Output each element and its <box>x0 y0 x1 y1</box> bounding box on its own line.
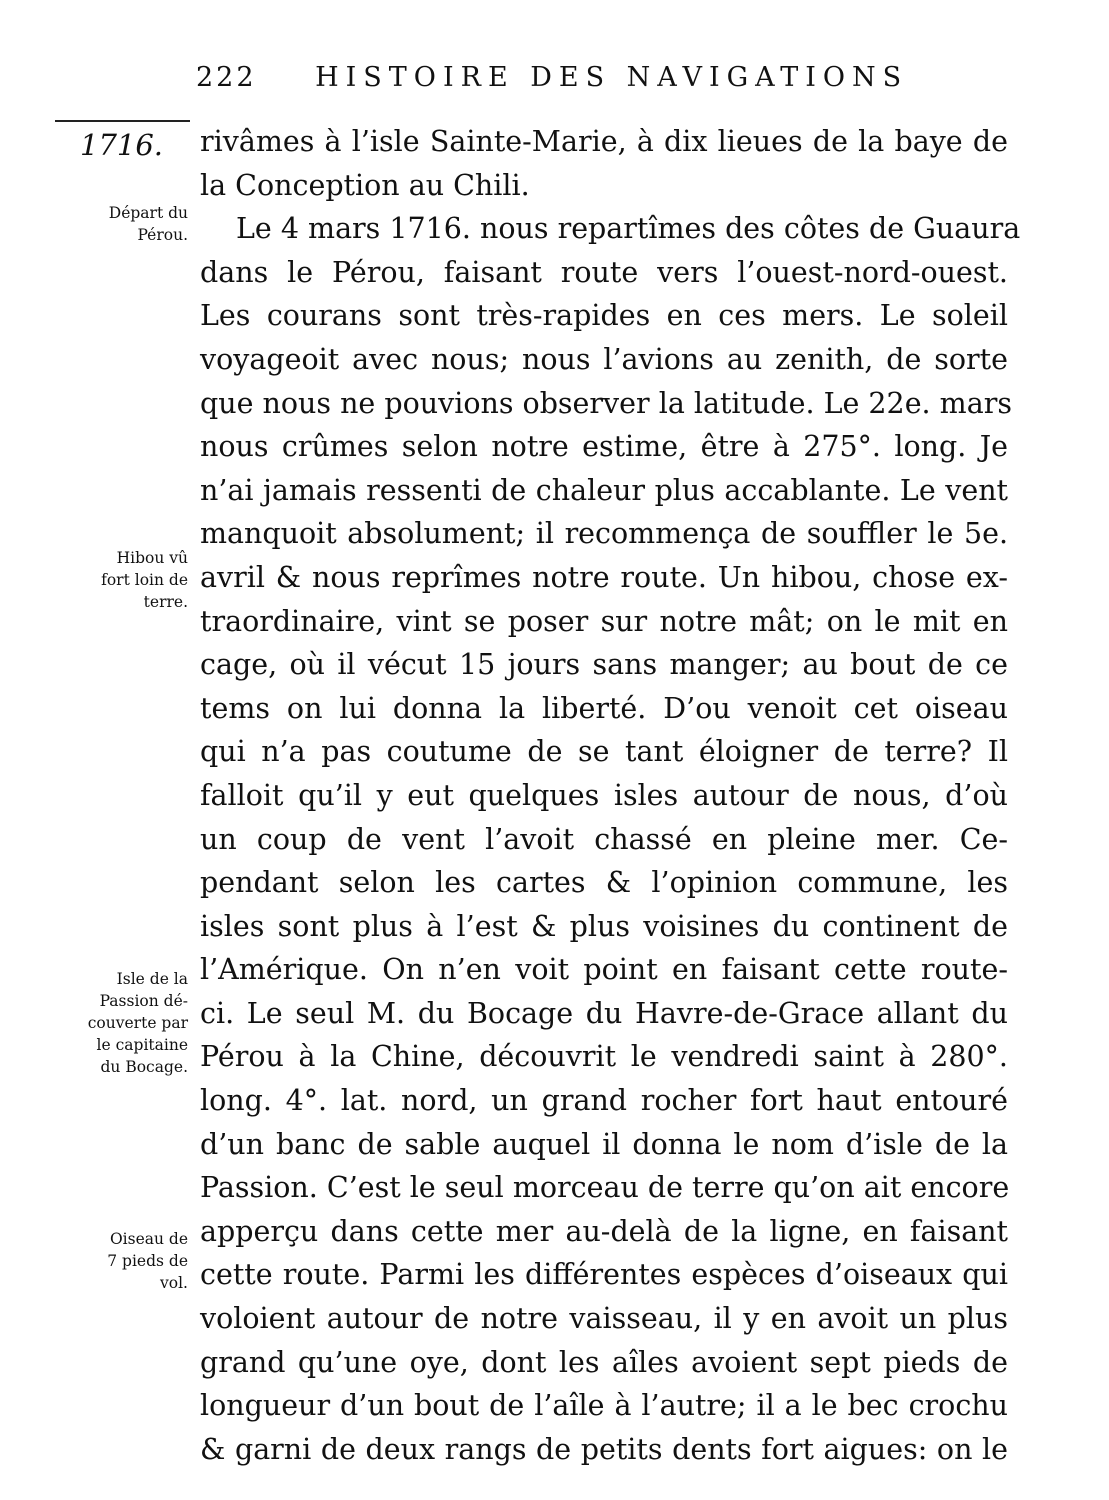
margin-note-line: Isle de la <box>116 970 188 988</box>
margin-note-line: vol. <box>160 1274 188 1292</box>
text-line: & garni de deux rangs de petits dents fort aigues: on le <box>200 1432 1008 1466</box>
margin-note-hibou <box>52 547 188 613</box>
margin-note-line: couverte par <box>87 1014 188 1032</box>
text-line: rivâmes à l’isle Sainte-Marie, à dix lieues de la baye de <box>200 125 1008 158</box>
text-line: traordinaire, vint se poser sur notre mât; on le mit en <box>200 604 1008 638</box>
text-line: nous crûmes selon notre estime, être à 275°. long. Je <box>200 430 1008 464</box>
text-line: qui n’a pas coutume de se tant éloigner de terre? Il <box>200 735 1008 769</box>
text-line: longueur d’un bout de l’aîle à l’autre; il a le bec crochu <box>200 1389 1008 1423</box>
text-line: isles sont plus à l’est & plus voisines du continent de <box>200 909 1008 943</box>
text-line: avril & nous reprîmes notre route. Un hibou, chose ex- <box>200 560 1008 594</box>
text-line: Passion. C’est le seul morceau de terre qu’on ait encore <box>200 1171 1010 1205</box>
text-line: Le 4 mars 1716. nous repartîmes des côtes de Guaura <box>236 212 1021 246</box>
margin-note-isle-passion <box>52 968 188 1078</box>
text-line: ci. Le seul M. du Bocage du Havre-de-Grace allant du <box>200 996 1008 1030</box>
margin-note-depart <box>52 202 188 246</box>
text-line: voyageoit avec nous; nous l’avions au zenith, de sorte <box>200 342 1008 376</box>
text-line: Pérou à la Chine, découvrit le vendredi saint à 280°. <box>200 1040 1008 1074</box>
margin-note-line: Hibou vû <box>116 549 188 567</box>
margin-note-line: 7 pieds de <box>107 1252 188 1270</box>
page-number: 222 <box>196 62 257 93</box>
running-head <box>196 62 1016 92</box>
margin-note-oiseau <box>52 1228 188 1294</box>
text-line: n’ai jamais ressenti de chaleur plus accablante. Le vent <box>200 473 1008 507</box>
header-rule <box>55 120 190 122</box>
text-line: voloient autour de notre vaisseau, il y en avoit un plus <box>200 1302 1008 1336</box>
margin-note-line: fort loin de <box>101 571 188 589</box>
text-line: dans le Pérou, faisant route vers l’ouest-nord-ouest. <box>200 255 1008 289</box>
text-line: cette route. Parmi les différentes espèces d’oiseaux qui <box>200 1258 1008 1292</box>
margin-note-line: Départ du <box>108 204 188 222</box>
margin-note-line: Passion dé- <box>99 992 188 1010</box>
text-line: cage, où il vécut 15 jours sans manger; au bout de ce <box>200 648 1008 682</box>
text-line: apperçu dans cette mer au-delà de la ligne, en faisant <box>200 1214 1008 1248</box>
text-line: long. 4°. lat. nord, un grand rocher fort haut entouré <box>200 1084 1008 1118</box>
text-line: pendant selon les cartes & l’opinion commune, les <box>200 866 1008 900</box>
running-title: HISTOIRE DES NAVIGATIONS <box>315 62 909 93</box>
margin-note-line: Oiseau de <box>109 1230 188 1248</box>
text-line: falloit qu’il y eut quelques isles autour de nous, d’où <box>200 778 1008 812</box>
body-text <box>200 120 1021 1471</box>
text-line: grand qu’une oye, dont les aîles avoient sept pieds de <box>200 1345 1008 1379</box>
margin-note-line: Pérou. <box>137 226 188 244</box>
margin-note-line: le capitaine <box>96 1036 188 1054</box>
text-line: d’un banc de sable auquel il donna le nom d’isle de la <box>200 1127 1008 1161</box>
text-line: la Conception au Chili. <box>200 168 530 202</box>
margin-year: 1716. <box>80 128 164 162</box>
text-line: que nous ne pouvions observer la latitude. Le 22e. mars <box>200 386 1012 420</box>
text-line: l’Amérique. On n’en voit point en faisant cette route- <box>200 953 1008 987</box>
text-line: un coup de vent l’avoit chassé en pleine mer. Ce- <box>200 822 1008 856</box>
text-line: Les courans sont très-rapides en ces mers. Le soleil <box>200 299 1008 333</box>
text-line: tems on lui donna la liberté. D’ou venoit cet oiseau <box>200 691 1008 725</box>
margin-note-line: terre. <box>143 593 188 611</box>
text-line: manquoit absolument; il recommença de souffler le 5e. <box>200 517 1008 551</box>
margin-note-line: du Bocage. <box>100 1058 188 1076</box>
